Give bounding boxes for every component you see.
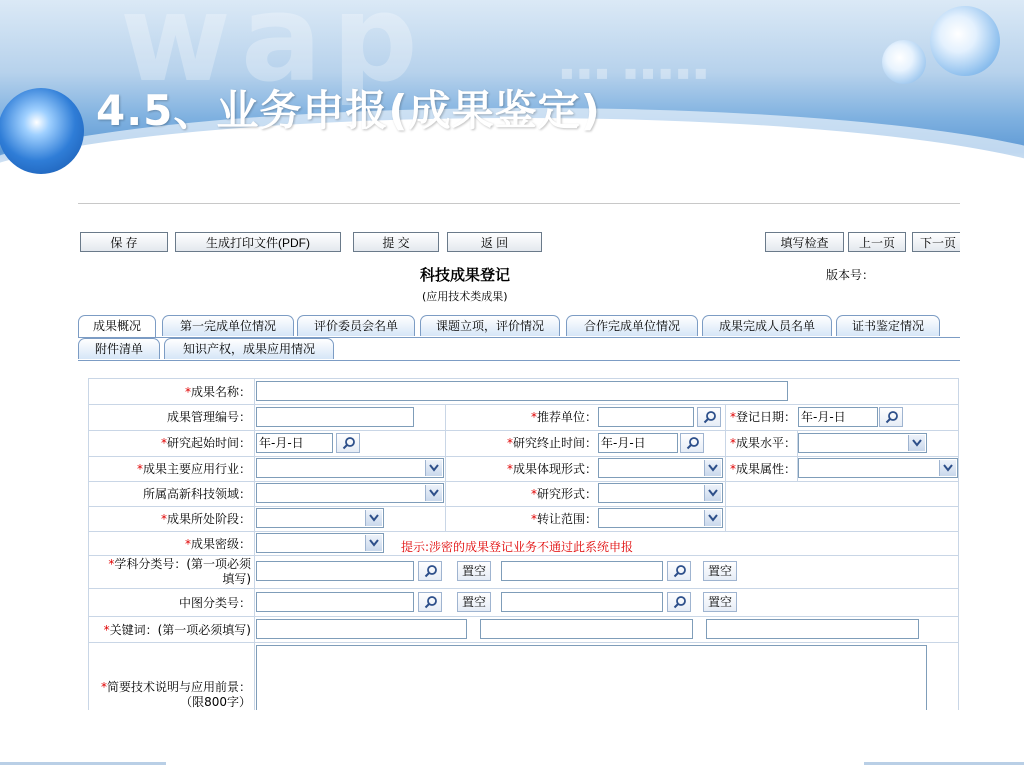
blue-bubble-decoration xyxy=(0,88,84,174)
magnifier-icon xyxy=(885,410,899,424)
column-divider xyxy=(445,404,446,531)
required-mark: * xyxy=(184,385,191,399)
prev-page-button[interactable]: 上一页 xyxy=(848,232,906,252)
stage-label xyxy=(161,510,251,527)
chevron-down-icon xyxy=(704,510,721,526)
level-text: 成果水平： xyxy=(735,436,796,450)
mgmt-no-label xyxy=(167,408,251,425)
research-form-label xyxy=(531,485,597,502)
reg-date-text: 登记日期： xyxy=(735,410,796,424)
tab-partners[interactable]: 合作完成单位情况 xyxy=(566,315,698,336)
required-mark: * xyxy=(100,680,107,694)
discipline-clear-button-2[interactable]: 置空 xyxy=(703,561,737,581)
row-divider xyxy=(89,555,959,556)
stage-text: 成果所处阶段： xyxy=(166,512,251,526)
column-divider xyxy=(725,404,726,531)
stage-select[interactable] xyxy=(256,508,384,528)
tab-overview[interactable]: 成果概况 xyxy=(78,315,156,337)
form-grid xyxy=(88,378,959,710)
end-time-text: 研究终止时间： xyxy=(512,436,597,450)
transfer-text: 转让范围： xyxy=(536,512,597,526)
form-title: 科技成果登记 xyxy=(420,266,511,284)
discipline-search-button-2[interactable] xyxy=(667,561,691,581)
keywords-text: 关键词：(第一项必须填写) xyxy=(109,623,251,637)
clc-input-2[interactable] xyxy=(501,592,663,612)
footer-line-left xyxy=(0,762,166,765)
mgmt-no-input[interactable] xyxy=(256,407,414,427)
right-border xyxy=(958,379,959,710)
clc-clear-button-2[interactable]: 置空 xyxy=(703,592,737,612)
tab-project[interactable]: 课题立项，评价情况 xyxy=(420,315,560,336)
clc-input-1[interactable] xyxy=(256,592,414,612)
magnifier-icon xyxy=(673,564,687,578)
magnifier-icon xyxy=(424,564,438,578)
keyword-input-3[interactable] xyxy=(706,619,919,639)
transfer-select[interactable] xyxy=(598,508,723,528)
chevron-down-icon xyxy=(425,485,442,501)
version-label xyxy=(826,266,878,283)
tab-attachments[interactable]: 附件清单 xyxy=(78,338,160,359)
discipline-input-2[interactable] xyxy=(501,561,663,581)
required-mark: * xyxy=(506,462,513,476)
tab-committee[interactable]: 评价委员会名单 xyxy=(297,315,415,336)
required-mark: * xyxy=(506,436,513,450)
required-mark: * xyxy=(729,462,736,476)
start-time-input[interactable]: 年-月-日 xyxy=(256,433,333,453)
industry-select[interactable] xyxy=(256,458,444,478)
tab-certificate[interactable]: 证书鉴定情况 xyxy=(836,315,940,336)
chevron-down-icon xyxy=(939,460,956,476)
form-type-text: 成果体现形式： xyxy=(512,462,597,476)
clc-clear-button-1[interactable]: 置空 xyxy=(457,592,491,612)
summary-text-2: （限800字） xyxy=(180,695,251,709)
hitech-label xyxy=(143,485,251,502)
next-page-button[interactable]: 下一页 xyxy=(912,232,960,252)
label-column-divider xyxy=(254,379,255,710)
magnifier-icon xyxy=(686,436,700,450)
row-divider xyxy=(89,531,959,532)
banner-watermark: wap xyxy=(120,0,428,109)
chevron-down-icon xyxy=(425,460,442,476)
name-input[interactable] xyxy=(256,381,788,401)
industry-label xyxy=(137,460,251,477)
secret-select[interactable] xyxy=(256,533,384,553)
magnifier-icon xyxy=(703,410,717,424)
row-divider xyxy=(89,642,959,643)
required-mark: * xyxy=(136,462,143,476)
industry-text: 成果主要应用行业： xyxy=(142,462,251,476)
keyword-input-1[interactable] xyxy=(256,619,467,639)
clc-label xyxy=(179,594,251,611)
chevron-down-icon xyxy=(908,435,925,451)
print-pdf-button[interactable]: 生成打印文件(PDF) xyxy=(175,232,341,252)
required-mark: * xyxy=(103,623,110,637)
required-mark: * xyxy=(530,487,537,501)
reg-date-label xyxy=(730,408,796,425)
hitech-select[interactable] xyxy=(256,483,444,503)
form-screenshot xyxy=(78,200,960,710)
save-button[interactable]: 保 存 xyxy=(80,232,168,252)
secret-text: 成果密级： xyxy=(190,537,251,551)
slide-title: 4.5、业务申报(成果鉴定) xyxy=(96,86,601,135)
discipline-search-button-1[interactable] xyxy=(418,561,442,581)
bubble-decoration-small xyxy=(882,40,926,84)
magnifier-icon xyxy=(673,595,687,609)
discipline-text-2: 填写) xyxy=(222,572,251,586)
level-select[interactable] xyxy=(798,433,927,453)
recommend-unit-input[interactable] xyxy=(598,407,694,427)
discipline-label xyxy=(108,557,251,587)
keywords-label xyxy=(104,621,251,638)
discipline-text-1: 学科分类号：(第一项必须 xyxy=(114,557,251,571)
keyword-input-2[interactable] xyxy=(480,619,693,639)
tab-ip-application[interactable]: 知识产权，成果应用情况 xyxy=(164,338,334,359)
form-subtitle: (应用技术类成果) xyxy=(422,290,508,303)
reg-date-input[interactable]: 年-月-日 xyxy=(798,407,878,427)
clc-search-button-2[interactable] xyxy=(667,592,691,612)
start-time-text: 研究起始时间： xyxy=(166,436,251,450)
row-divider xyxy=(89,430,959,431)
clc-text: 中图分类号： xyxy=(178,596,251,610)
secret-hint: 提示:涉密的成果登记业务不通过此系统申报 xyxy=(401,540,634,554)
required-mark: * xyxy=(729,410,736,424)
secret-label xyxy=(185,535,251,552)
required-mark: * xyxy=(160,512,167,526)
summary-text-1: 简要技术说明与应用前景： xyxy=(106,680,251,694)
mgmt-no-text: 成果管理编号： xyxy=(166,410,251,424)
required-mark: * xyxy=(530,410,537,424)
field-name-label xyxy=(185,383,251,400)
level-label xyxy=(730,434,796,451)
row-divider xyxy=(89,588,959,589)
end-time-input[interactable]: 年-月-日 xyxy=(598,433,678,453)
start-time-label xyxy=(161,434,251,451)
reg-date-picker-button[interactable] xyxy=(879,407,903,427)
required-mark: * xyxy=(729,436,736,450)
attribute-text: 成果属性： xyxy=(735,462,796,476)
chevron-down-icon xyxy=(365,510,382,526)
recommend-unit-text: 推荐单位： xyxy=(536,410,597,424)
summary-label xyxy=(101,680,251,710)
required-mark: * xyxy=(530,512,537,526)
row-divider xyxy=(89,404,959,405)
attribute-select[interactable] xyxy=(798,458,958,478)
attribute-label xyxy=(730,460,796,477)
banner-watermark-text: ▪▪▪ ▪▪▪▪▪ xyxy=(560,60,712,84)
form-type-label xyxy=(507,460,597,477)
fill-check-button[interactable]: 填写检查 xyxy=(765,232,844,252)
chevron-down-icon xyxy=(704,485,721,501)
recommend-unit-label xyxy=(531,408,597,425)
footer-line-right xyxy=(864,762,1024,765)
row-divider xyxy=(89,506,959,507)
start-time-picker-button[interactable] xyxy=(336,433,360,453)
required-mark: * xyxy=(108,557,115,571)
chevron-down-icon xyxy=(704,460,721,476)
discipline-input-1[interactable] xyxy=(256,561,414,581)
field-name-text: 成果名称： xyxy=(190,385,251,399)
tab-row-2-line xyxy=(78,360,960,361)
recommend-unit-search-button[interactable] xyxy=(697,407,721,427)
chevron-down-icon xyxy=(365,535,382,551)
magnifier-icon xyxy=(342,436,356,450)
tab-first-unit[interactable]: 第一完成单位情况 xyxy=(162,315,294,336)
end-time-picker-button[interactable] xyxy=(680,433,704,453)
row-divider xyxy=(89,616,959,617)
tab-personnel[interactable]: 成果完成人员名单 xyxy=(702,315,832,336)
row-divider xyxy=(89,456,959,457)
top-divider xyxy=(78,203,960,204)
row-divider xyxy=(89,481,959,482)
transfer-label xyxy=(531,510,597,527)
end-time-label xyxy=(507,434,597,451)
clc-search-button-1[interactable] xyxy=(418,592,442,612)
research-form-text: 研究形式： xyxy=(536,487,597,501)
form-type-select[interactable] xyxy=(598,458,723,478)
required-mark: * xyxy=(184,537,191,551)
back-button[interactable]: 返 回 xyxy=(447,232,542,252)
submit-button[interactable]: 提 交 xyxy=(353,232,439,252)
discipline-clear-button-1[interactable]: 置空 xyxy=(457,561,491,581)
hitech-text: 所属高新科技领域： xyxy=(142,487,251,501)
research-form-select[interactable] xyxy=(598,483,723,503)
version-label-text: 版本号： xyxy=(826,268,875,282)
bubble-decoration-large xyxy=(930,6,1000,76)
required-mark: * xyxy=(160,436,167,450)
magnifier-icon xyxy=(424,595,438,609)
summary-textarea[interactable] xyxy=(256,645,927,710)
